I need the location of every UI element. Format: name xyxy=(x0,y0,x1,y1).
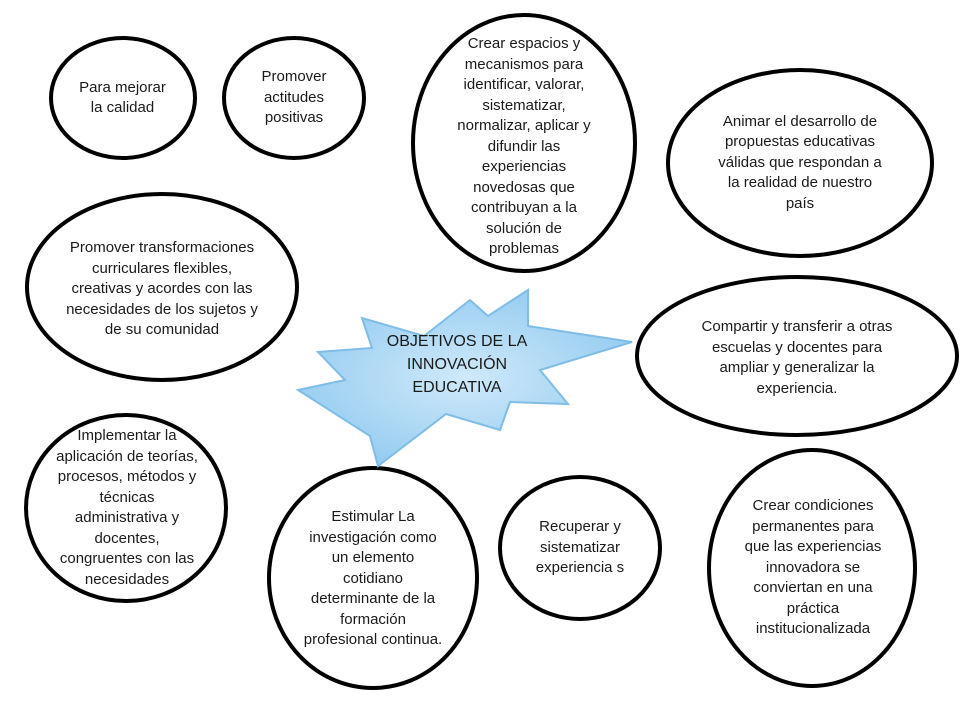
node-compartir-transferir xyxy=(690,312,904,404)
node-text: Promover actitudes positivas xyxy=(261,68,327,127)
node-promover-actitudes xyxy=(246,48,342,148)
node-crear-condiciones xyxy=(740,476,886,660)
node-text: Estimular La investigación como un elemento cotidiano determinante de la formación profesional continua. xyxy=(303,508,443,649)
node-promover-transformaciones xyxy=(62,212,262,367)
node-crear-espacios xyxy=(449,22,599,272)
center-label: OBJETIVOS DE LA INNOVACIÓN EDUCATIVA xyxy=(386,333,528,396)
node-text: Para mejorar la calidad xyxy=(79,78,166,116)
node-text: Animar el desarrollo de propuestas educativas válidas que respondan a la realidad de nuestro país xyxy=(718,112,882,212)
node-text: Recuperar y sistematizar experiencia s xyxy=(535,518,625,577)
node-estimular-investigacion xyxy=(303,476,443,682)
node-text: Implementar la aplicación de teorías, procesos, métodos y técnicas administrativa y docentes, congruentes con las necesidades xyxy=(56,427,198,588)
node-para-mejorar xyxy=(75,48,170,148)
node-implementar-aplicacion xyxy=(52,418,202,598)
node-animar-desarrollo xyxy=(714,93,886,233)
node-recuperar-sistematizar xyxy=(524,508,636,588)
node-text: Compartir y transferir a otras escuelas y docentes para ampliar y generalizar la experiencia. xyxy=(701,318,893,397)
node-text: Crear condiciones permanentes para que las experiencias innovadora se conviertan en una práctica institucionalizada xyxy=(744,497,882,638)
node-text: Crear espacios y mecanismos para identificar, valorar, sistematizar, normalizar, aplicar y difundir las experiencias novedosas que contribuyan a la solución de problemas xyxy=(457,35,591,258)
node-text: Promover transformaciones curriculares flexibles, creativas y acordes con las necesidades de los sujetos y de su comunidad xyxy=(66,239,258,339)
